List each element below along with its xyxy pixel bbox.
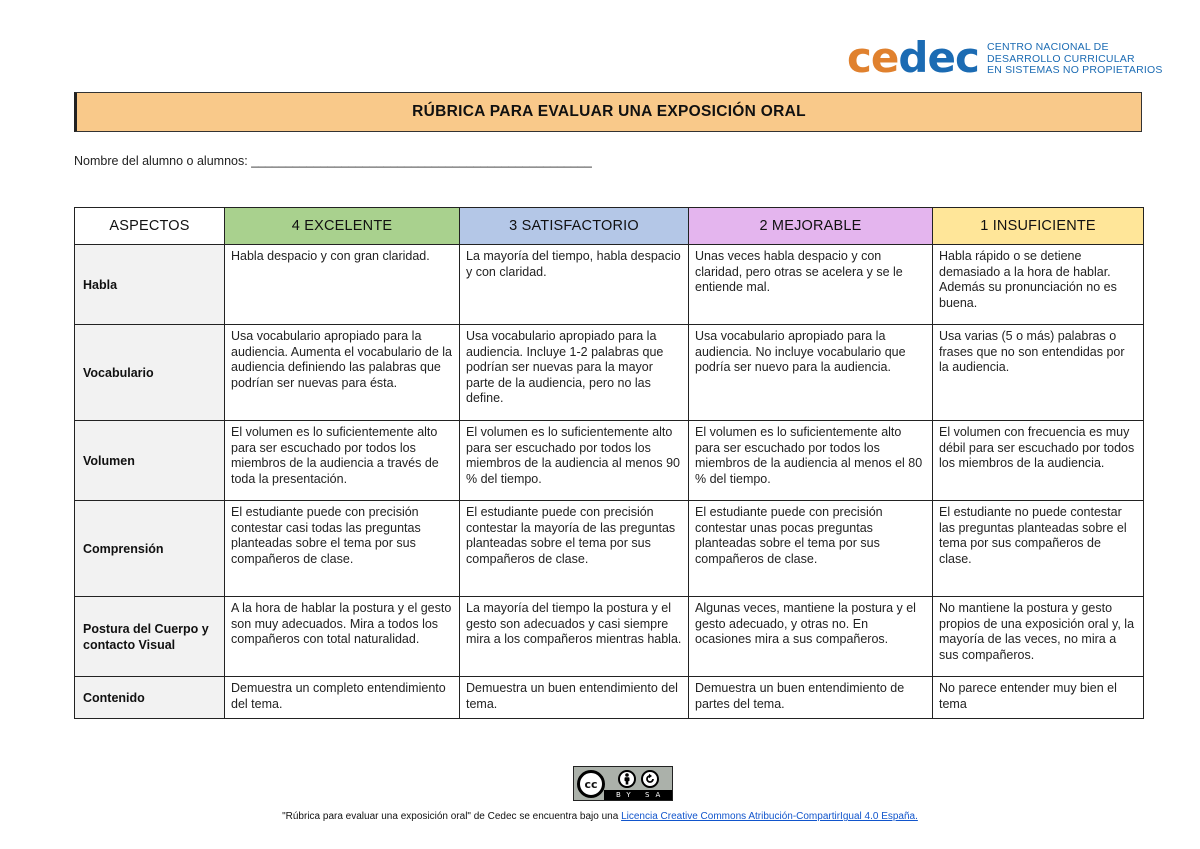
aspect-label: Vocabulario xyxy=(75,325,225,421)
rubric-cell: El volumen es lo suficientemente alto para ser escuchado por todos los miembros de la audiencia al menos 90 % del tiempo. xyxy=(460,421,689,501)
rubric-cell: El volumen con frecuencia es muy débil para ser escuchado por todos los miembros de la audiencia. xyxy=(933,421,1144,501)
rubric-cell: El volumen es lo suficientemente alto para ser escuchado por todos los miembros de la audiencia a través de toda la presentación. xyxy=(225,421,460,501)
rubric-cell: Usa vocabulario apropiado para la audiencia. Aumenta el vocabulario de la audiencia definiendo las palabras que podrían ser nuevas para ésta. xyxy=(225,325,460,421)
rubric-header-row xyxy=(75,208,1144,245)
aspect-label: Volumen xyxy=(75,421,225,501)
by-person-icon xyxy=(618,770,636,788)
rubric-cell: Usa vocabulario apropiado para la audiencia. Incluye 1-2 palabras que podrían ser nuevas para la mayor parte de la audiencia, pero no las define. xyxy=(460,325,689,421)
header-aspects: ASPECTOS xyxy=(75,208,225,245)
rubric-row-vocabulario xyxy=(75,325,1144,421)
share-alike-icon xyxy=(641,770,659,788)
rubric-cell: No parece entender muy bien el tema xyxy=(933,677,1144,719)
aspect-label: Postura del Cuerpo y contacto Visual xyxy=(75,597,225,677)
aspect-label: Comprensión xyxy=(75,501,225,597)
rubric-cell: Unas veces habla despacio y con claridad, pero otras se acelera y se le entiende mal. xyxy=(689,245,933,325)
rubric-cell: Demuestra un buen entendimiento del tema. xyxy=(460,677,689,719)
logo-subtitle-line: DESARROLLO CURRICULAR xyxy=(987,52,1135,65)
cc-icon: cc xyxy=(577,770,605,798)
rubric-row-habla xyxy=(75,245,1144,325)
rubric-cell: Usa varias (5 o más) palabras o frases que no son entendidas por la audiencia. xyxy=(933,325,1144,421)
badge-by-sa-text xyxy=(616,790,666,800)
rubric-cell: Usa vocabulario apropiado para la audiencia. No incluye vocabulario que podría ser nuevo para la audiencia. xyxy=(689,325,933,421)
logo-subtitle-line: CENTRO NACIONAL DE xyxy=(987,41,1109,53)
rubric-table xyxy=(74,207,1144,719)
rubric-cell: A la hora de hablar la postura y el gesto son muy adecuados. Mira a todos los compañeros con total naturalidad. xyxy=(225,597,460,677)
rubric-row-contenido xyxy=(75,677,1144,719)
logo-word-part2: dec xyxy=(898,33,979,82)
rubric-cell: El estudiante puede con precisión contestar la mayoría de las preguntas planteadas sobre el tema por sus compañeros de clase. xyxy=(460,501,689,597)
rubric-cell: Demuestra un buen entendimiento de partes del tema. xyxy=(689,677,933,719)
rubric-row-postura xyxy=(75,597,1144,677)
aspect-label: Contenido xyxy=(75,677,225,719)
header-level-4: 4 EXCELENTE xyxy=(225,208,460,245)
rubric-cell: El estudiante puede con precisión contestar casi todas las preguntas planteadas sobre el tema por sus compañeros de clase. xyxy=(225,501,460,597)
rubric-cell: No mantiene la postura y gesto propios de una exposición oral y, la mayoría de las veces, no mira a sus compañeros. xyxy=(933,597,1144,677)
rubric-cell: Habla despacio y con gran claridad. xyxy=(225,245,460,325)
cc-license-badge[interactable] xyxy=(573,766,673,801)
rubric-cell: El estudiante puede con precisión contestar unas pocas preguntas planteadas sobre el tema por sus compañeros de clase. xyxy=(689,501,933,597)
header-level-2: 2 MEJORABLE xyxy=(689,208,933,245)
header-level-3: 3 SATISFACTORIO xyxy=(460,208,689,245)
student-name-label: Nombre del alumno o alumnos: xyxy=(74,154,248,168)
rubric-cell: Demuestra un completo entendimiento del tema. xyxy=(225,677,460,719)
rubric-cell: El estudiante no puede contestar las preguntas planteadas sobre el tema por sus compañeros de clase. xyxy=(933,501,1144,597)
rubric-cell: Algunas veces, mantiene la postura y el gesto adecuado, y otras no. En ocasiones mira a sus compañeros. xyxy=(689,597,933,677)
document-title: RÚBRICA PARA EVALUAR UNA EXPOSICIÓN ORAL xyxy=(74,92,1142,132)
rubric-row-volumen xyxy=(75,421,1144,501)
rubric-cell: Habla rápido o se detiene demasiado a la hora de hablar. Además su pronunciación no es buena. xyxy=(933,245,1144,325)
logo-word-part1: ce xyxy=(847,33,899,82)
badge-sa-text: SA xyxy=(644,791,667,799)
rubric-row-comprension xyxy=(75,501,1144,597)
logo-wordmark xyxy=(847,34,979,82)
footer-text: "Rúbrica para evaluar una exposición oral" de Cedec se encuentra bajo una xyxy=(282,811,619,822)
license-footer xyxy=(0,811,1200,822)
header-level-1: 1 INSUFICIENTE xyxy=(933,208,1144,245)
logo-subtitle-line: EN SISTEMAS NO PROPIETARIOS xyxy=(987,64,1163,76)
rubric-cell: El volumen es lo suficientemente alto para ser escuchado por todos los miembros de la audiencia al menos el 80 % del tiempo. xyxy=(689,421,933,501)
logo-subtitle xyxy=(987,42,1163,77)
license-link[interactable]: Licencia Creative Commons Atribución-CompartirIgual 4.0 España. xyxy=(621,811,918,822)
badge-by-text: BY xyxy=(616,791,637,799)
student-name-blank: _________________________________________________ xyxy=(251,154,592,168)
rubric-cell: La mayoría del tiempo la postura y el gesto son adecuados y casi siempre mira a los compañeros mientras habla. xyxy=(460,597,689,677)
student-name-line xyxy=(74,154,592,168)
aspect-label: Habla xyxy=(75,245,225,325)
rubric-cell: La mayoría del tiempo, habla despacio y con claridad. xyxy=(460,245,689,325)
